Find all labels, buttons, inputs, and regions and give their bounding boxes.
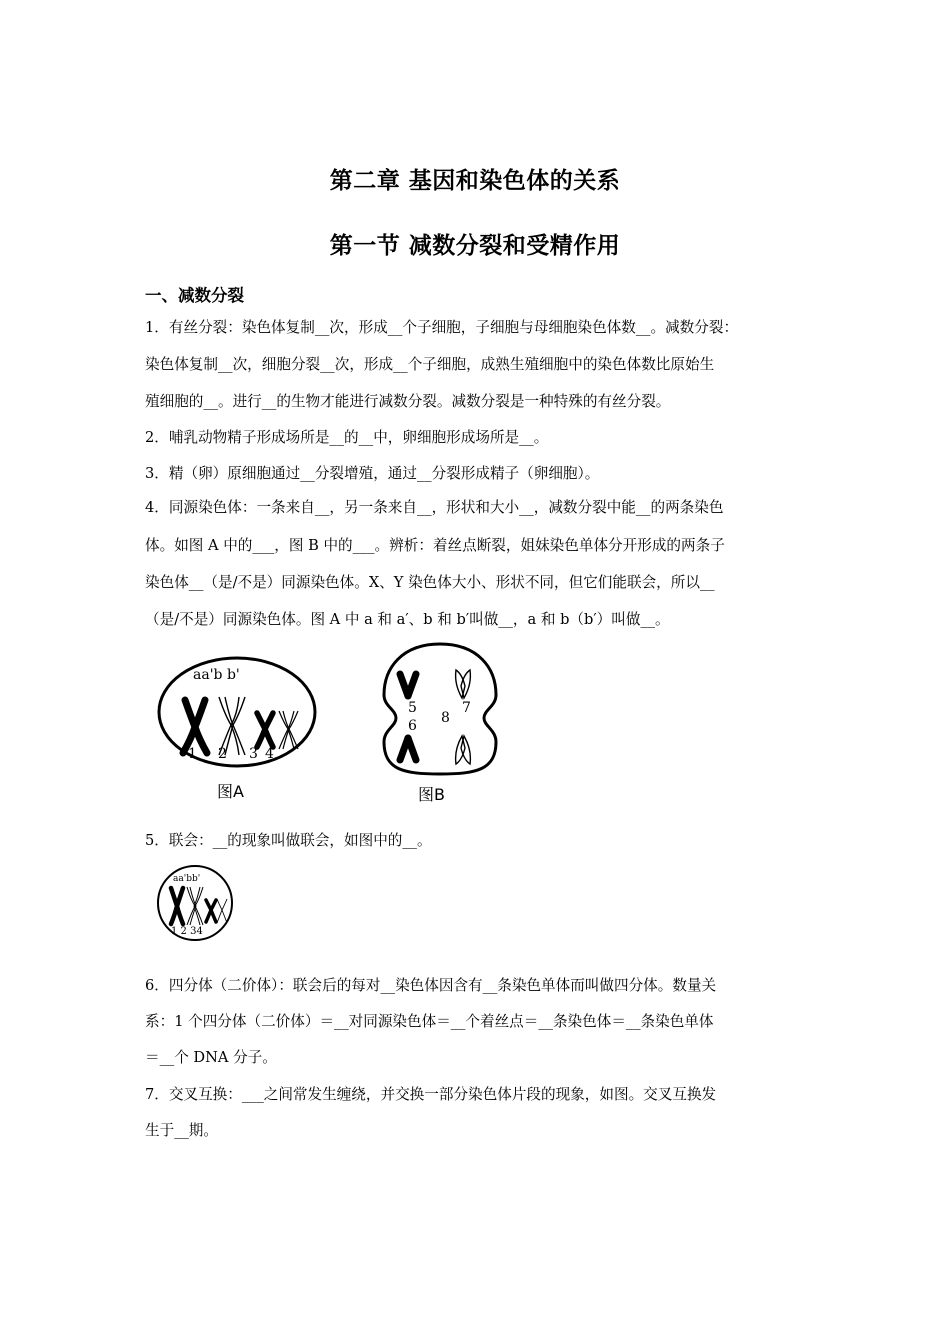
small-chromosome-1-icon xyxy=(171,888,183,924)
text-line: 系：1 个四分体（二价体）＝__对同源染色体＝__个着丝点＝__条染色体＝__条染色单体 xyxy=(145,1013,714,1030)
text-line: 5．联会：__的现象叫做联会，如图中的__。 xyxy=(145,832,432,849)
chromosome-4-icon xyxy=(279,711,298,749)
chromosome-3-icon xyxy=(257,713,273,747)
text-line: 1．有丝分裂：染色体复制__次，形成__个子细胞，子细胞与母细胞染色体数__。减数分裂： xyxy=(145,319,739,336)
text-line: 4．同源染色体：一条来自__，另一条来自__，形状和大小__，减数分裂中能__的两条染色 xyxy=(145,499,724,516)
part-heading: 一、减数分裂 xyxy=(145,286,244,305)
figure-small-top-labels: aa'bb' xyxy=(173,874,201,884)
text-line: ＝__个 DNA 分子。 xyxy=(145,1049,277,1066)
text-line: 6．四分体（二价体）：联会后的每对__染色体因含有__条染色单体而叫做四分体。数量关 xyxy=(145,977,717,994)
figure-b xyxy=(378,640,503,808)
figure-a-label-2: 2 xyxy=(218,746,227,762)
figure-b-caption: 图B xyxy=(418,785,445,804)
chromosome-5-icon xyxy=(400,674,416,696)
chromosome-6-icon xyxy=(400,738,416,760)
figure-a-top-labels: aa'b b' xyxy=(193,667,240,683)
figure-a-caption: 图A xyxy=(217,782,244,801)
figure-b-label-5: 5 xyxy=(408,700,417,716)
figure-small xyxy=(155,862,237,944)
small-chromosome-4-icon xyxy=(217,899,227,923)
text-line: 体。如图 A 中的___，图 B 中的___。辨析：着丝点断裂，姐妹染色单体分开形成的两条子 xyxy=(145,537,725,554)
small-chromosome-3-icon xyxy=(206,900,216,922)
chapter-title: 第二章 基因和染色体的关系 xyxy=(329,168,621,194)
figure-b-label-7: 7 xyxy=(462,700,471,716)
figure-b-label-8: 8 xyxy=(441,710,450,726)
figure-a-label-1: 1 xyxy=(188,746,197,762)
figure-a-label-3: 3 xyxy=(249,746,258,762)
figure-a xyxy=(155,655,320,805)
text-line: 7．交叉互换：___之间常发生缠绕，并交换一部分染色体片段的现象，如图。交叉互换发 xyxy=(145,1086,717,1103)
chromosome-8-icon xyxy=(456,736,471,764)
text-line: 殖细胞的__。进行__的生物才能进行减数分裂。减数分裂是一种特殊的有丝分裂。 xyxy=(145,393,671,410)
small-chromosome-2-icon xyxy=(187,887,203,925)
figure-a-label-4: 4 xyxy=(265,746,274,762)
text-line: 2．哺乳动物精子形成场所是__的__中，卵细胞形成场所是__。 xyxy=(145,429,549,446)
text-line: （是/不是）同源染色体。图 A 中 a 和 a′、b 和 b′叫做__，a 和 b（b′）叫做__。 xyxy=(145,611,670,628)
section-title: 第一节 减数分裂和受精作用 xyxy=(329,233,621,259)
chromosome-7-icon xyxy=(456,670,471,698)
text-line: 生于__期。 xyxy=(145,1122,218,1139)
text-line: 染色体__（是/不是）同源染色体。X、Y 染色体大小、形状不同，但它们能联会，所以__ xyxy=(145,574,715,591)
text-line: 染色体复制__次，细胞分裂__次，形成__个子细胞，成熟生殖细胞中的染色体数比原始生 xyxy=(145,356,715,373)
figure-b-label-6: 6 xyxy=(408,718,417,734)
text-line: 3．精（卵）原细胞通过__分裂增殖，通过__分裂形成精子（卵细胞）。 xyxy=(145,465,600,482)
figure-small-bottom-labels: 1 2 34 xyxy=(171,926,203,937)
